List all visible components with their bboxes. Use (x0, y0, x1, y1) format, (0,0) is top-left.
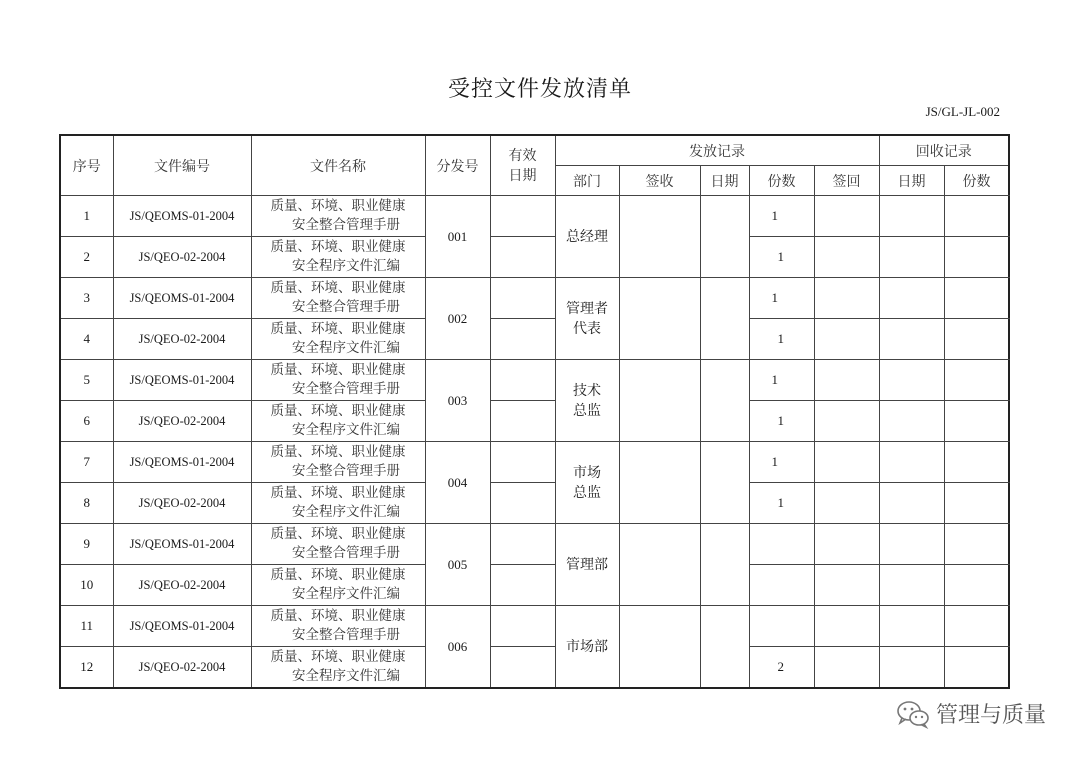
header-file-no: 文件编号 (113, 135, 251, 196)
cell-file-no: JS/QEO-02-2004 (113, 483, 251, 524)
table-row (60, 442, 1009, 483)
table-row (60, 524, 1009, 565)
dept-line: 总经理 (566, 228, 608, 245)
file-name-line-2: 安全程序文件汇编 (292, 340, 400, 356)
cell-valid-date (490, 278, 555, 319)
cell-recall-copies (944, 319, 1009, 360)
file-name-line-1: 质量、环境、职业健康 (270, 608, 406, 624)
cell-recall-date (879, 483, 944, 524)
cell-file-no: JS/QEOMS-01-2004 (113, 524, 251, 565)
header-seq: 序号 (60, 135, 113, 196)
cell-copies (749, 524, 814, 565)
cell-file-no: JS/QEO-02-2004 (113, 401, 251, 442)
table-row (60, 196, 1009, 237)
cell-copies: 1 (749, 237, 814, 278)
cell-date (700, 606, 749, 689)
file-name-line-2: 安全整合管理手册 (292, 463, 400, 479)
cell-dept (555, 524, 619, 606)
cell-valid-date (490, 319, 555, 360)
cell-recall-date (879, 237, 944, 278)
header-valid-date: 有效日期 (490, 135, 555, 196)
cell-dept (555, 442, 619, 524)
cell-sign-back (814, 442, 879, 483)
cell-recall-copies (944, 606, 1009, 647)
cell-sign-back (814, 237, 879, 278)
file-name-line-2: 安全程序文件汇编 (292, 504, 400, 520)
cell-recall-date (879, 606, 944, 647)
file-name-line-1: 质量、环境、职业健康 (270, 567, 406, 583)
cell-date (700, 524, 749, 606)
cell-sign-back (814, 360, 879, 401)
file-name-line-1: 质量、环境、职业健康 (270, 239, 406, 255)
cell-file-name (251, 360, 425, 401)
document-code: JS/GL-JL-002 (925, 104, 1000, 119)
cell-recall-copies (944, 401, 1009, 442)
cell-recall-copies (944, 483, 1009, 524)
table-row (60, 360, 1009, 401)
cell-dist-no: 001 (425, 196, 490, 278)
cell-valid-date (490, 606, 555, 647)
cell-recall-date (879, 360, 944, 401)
cell-sign (619, 360, 700, 442)
cell-copies (749, 565, 814, 606)
cell-dist-no: 005 (425, 524, 490, 606)
cell-valid-date (490, 360, 555, 401)
cell-date (700, 442, 749, 524)
cell-recall-date (879, 565, 944, 606)
cell-valid-date (490, 524, 555, 565)
cell-dist-no: 004 (425, 442, 490, 524)
table-row (60, 647, 1009, 689)
cell-recall-copies (944, 442, 1009, 483)
header-dist-no: 分发号 (425, 135, 490, 196)
cell-file-name (251, 196, 425, 237)
file-name-line-2: 安全整合管理手册 (292, 545, 400, 561)
cell-copies (749, 606, 814, 647)
cell-file-name (251, 319, 425, 360)
cell-recall-date (879, 647, 944, 689)
cell-sign-back (814, 524, 879, 565)
cell-file-no: JS/QEOMS-01-2004 (113, 196, 251, 237)
cell-file-no: JS/QEOMS-01-2004 (113, 360, 251, 401)
header-dept: 部门 (555, 166, 619, 196)
cell-valid-date (490, 401, 555, 442)
cell-seq: 6 (60, 401, 113, 442)
wechat-icon (896, 699, 930, 729)
cell-sign (619, 524, 700, 606)
cell-dist-no: 002 (425, 278, 490, 360)
cell-sign-back (814, 196, 879, 237)
cell-copies: 2 (749, 647, 814, 689)
cell-valid-date (490, 647, 555, 689)
dept-line: 总监 (573, 484, 601, 501)
cell-file-no: JS/QEO-02-2004 (113, 319, 251, 360)
cell-recall-copies (944, 647, 1009, 689)
dept-line: 总监 (573, 402, 601, 419)
file-name-line-1: 质量、环境、职业健康 (270, 403, 406, 419)
file-name-line-1: 质量、环境、职业健康 (270, 485, 406, 501)
header-row-1 (60, 135, 1009, 166)
cell-valid-date (490, 483, 555, 524)
cell-recall-date (879, 319, 944, 360)
cell-file-no: JS/QEO-02-2004 (113, 565, 251, 606)
dept-line: 市场部 (566, 638, 608, 655)
cell-sign-back (814, 606, 879, 647)
distribution-table (59, 134, 1010, 689)
file-name-line-1: 质量、环境、职业健康 (270, 444, 406, 460)
cell-sign (619, 442, 700, 524)
cell-seq: 5 (60, 360, 113, 401)
cell-file-name (251, 442, 425, 483)
cell-copies: 1 (749, 401, 814, 442)
cell-file-no: JS/QEOMS-01-2004 (113, 278, 251, 319)
cell-file-no: JS/QEO-02-2004 (113, 647, 251, 689)
cell-file-name (251, 606, 425, 647)
cell-date (700, 278, 749, 360)
cell-sign (619, 278, 700, 360)
table-row (60, 565, 1009, 606)
file-name-line-2: 安全程序文件汇编 (292, 668, 400, 684)
cell-valid-date (490, 237, 555, 278)
table-row (60, 483, 1009, 524)
cell-dist-no: 006 (425, 606, 490, 689)
watermark (896, 698, 1046, 729)
cell-valid-date (490, 442, 555, 483)
cell-copies: 1 (749, 319, 814, 360)
table-row (60, 319, 1009, 360)
cell-dept (555, 278, 619, 360)
cell-recall-date (879, 524, 944, 565)
cell-file-name (251, 237, 425, 278)
cell-date (700, 360, 749, 442)
cell-file-name (251, 647, 425, 689)
cell-sign (619, 196, 700, 278)
file-name-line-2: 安全程序文件汇编 (292, 586, 400, 602)
cell-sign-back (814, 565, 879, 606)
file-name-line-2: 安全整合管理手册 (292, 381, 400, 397)
cell-file-name (251, 524, 425, 565)
cell-recall-copies (944, 278, 1009, 319)
table-row (60, 237, 1009, 278)
file-name-line-1: 质量、环境、职业健康 (270, 649, 406, 665)
cell-sign-back (814, 278, 879, 319)
header-sign-back: 签回 (814, 166, 879, 196)
file-name-line-2: 安全程序文件汇编 (292, 422, 400, 438)
cell-dept (555, 606, 619, 689)
cell-date (700, 196, 749, 278)
file-name-line-1: 质量、环境、职业健康 (270, 362, 406, 378)
header-issue-record: 发放记录 (555, 135, 879, 166)
cell-file-name (251, 483, 425, 524)
cell-sign-back (814, 483, 879, 524)
cell-copies: 1 (749, 360, 814, 401)
cell-copies: 1 (749, 483, 814, 524)
cell-seq: 9 (60, 524, 113, 565)
cell-valid-date (490, 196, 555, 237)
table-row (60, 606, 1009, 647)
cell-recall-copies (944, 524, 1009, 565)
file-name-line-2: 安全整合管理手册 (292, 627, 400, 643)
cell-seq: 2 (60, 237, 113, 278)
cell-seq: 7 (60, 442, 113, 483)
page-title: 受控文件发放清单 (447, 77, 632, 102)
cell-file-no: JS/QEOMS-01-2004 (113, 606, 251, 647)
watermark-text: 管理与质量 (935, 703, 1046, 728)
cell-sign-back (814, 319, 879, 360)
file-name-line-1: 质量、环境、职业健康 (270, 526, 406, 542)
cell-seq: 12 (60, 647, 113, 689)
header-recall-record: 回收记录 (879, 135, 1009, 166)
cell-seq: 10 (60, 565, 113, 606)
dept-line: 管理者 (566, 300, 608, 317)
cell-recall-copies (944, 360, 1009, 401)
cell-recall-date (879, 401, 944, 442)
file-name-line-2: 安全整合管理手册 (292, 217, 400, 233)
header-date: 日期 (700, 166, 749, 196)
cell-file-name (251, 565, 425, 606)
cell-sign-back (814, 401, 879, 442)
cell-file-name (251, 401, 425, 442)
cell-valid-date (490, 565, 555, 606)
cell-recall-date (879, 442, 944, 483)
cell-file-name (251, 278, 425, 319)
dept-line: 技术 (573, 382, 601, 399)
cell-recall-copies (944, 196, 1009, 237)
dept-line: 市场 (573, 464, 601, 481)
header-file-name: 文件名称 (251, 135, 425, 196)
cell-copies: 1 (749, 278, 814, 319)
cell-sign-back (814, 647, 879, 689)
cell-dept (555, 196, 619, 278)
file-name-line-1: 质量、环境、职业健康 (270, 198, 406, 214)
cell-seq: 4 (60, 319, 113, 360)
cell-sign (619, 606, 700, 689)
dept-line: 代表 (573, 320, 601, 337)
cell-seq: 1 (60, 196, 113, 237)
cell-dist-no: 003 (425, 360, 490, 442)
table-row (60, 278, 1009, 319)
file-name-line-1: 质量、环境、职业健康 (270, 280, 406, 296)
cell-seq: 3 (60, 278, 113, 319)
cell-recall-date (879, 196, 944, 237)
cell-recall-date (879, 278, 944, 319)
file-name-line-2: 安全整合管理手册 (292, 299, 400, 315)
cell-seq: 11 (60, 606, 113, 647)
header-sign: 签收 (619, 166, 700, 196)
cell-recall-copies (944, 565, 1009, 606)
cell-copies: 1 (749, 196, 814, 237)
header-recall-date: 日期 (879, 166, 944, 196)
dept-line: 管理部 (566, 556, 608, 573)
header-recall-copies: 份数 (944, 166, 1009, 196)
cell-recall-copies (944, 237, 1009, 278)
file-name-line-2: 安全程序文件汇编 (292, 258, 400, 274)
header-copies: 份数 (749, 166, 814, 196)
cell-file-no: JS/QEO-02-2004 (113, 237, 251, 278)
cell-copies: 1 (749, 442, 814, 483)
cell-seq: 8 (60, 483, 113, 524)
cell-dept (555, 360, 619, 442)
cell-file-no: JS/QEOMS-01-2004 (113, 442, 251, 483)
table-row (60, 401, 1009, 442)
file-name-line-1: 质量、环境、职业健康 (270, 321, 406, 337)
